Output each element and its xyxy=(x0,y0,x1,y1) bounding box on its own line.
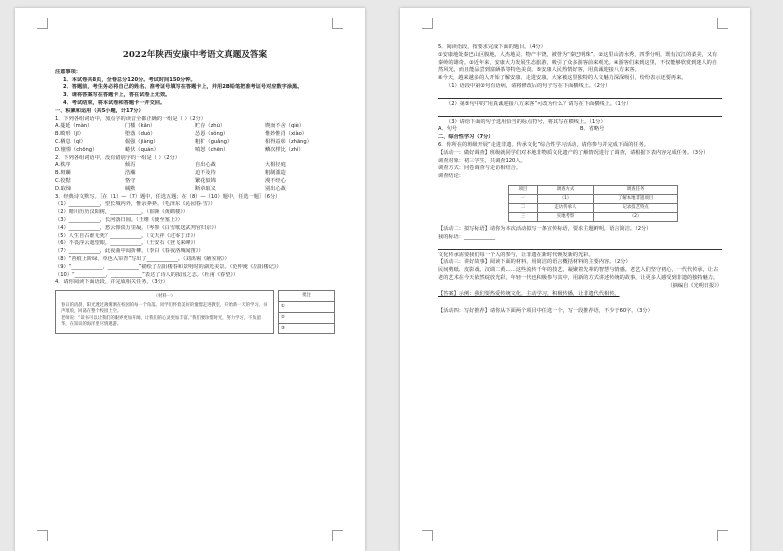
reading-passage-box xyxy=(55,290,335,334)
activity-answer: 【答案】示例：我们要热爱传统文化，主动学习，积极传播，让非遗代代相传。 xyxy=(438,290,620,297)
spacer xyxy=(438,298,722,308)
table-header-cell: 调查任务 xyxy=(594,185,678,194)
crop-mark xyxy=(37,18,48,29)
option: 贮存（zhù） xyxy=(195,123,226,130)
option: D.憧憬（chōng） xyxy=(55,146,98,153)
activity-material: 民间剪纸、皮影戏、汉调二黄……这些流传千年的技艺，凝聚着先辈的智慧与情感。老艺人们坚守初心，一代代传承，让古老的艺术在今天依然绽放光彩。年轻一代也积极参与其中，用新的方式讲述传统的故事，让更多人感受到非遗的独特魅力。 xyxy=(438,267,719,281)
survey-text: 调查对象：初三学生，共调查120人。 xyxy=(438,157,526,164)
notice-1: 1．本试卷共8页，全卷总分120分。考试时间150分钟。 xyxy=(63,76,196,83)
option: 倾泻 xyxy=(125,162,136,169)
survey-table xyxy=(508,185,678,222)
recitation-line: （5）人生自古谁无死？____________。（文天祥《过零丁洋》） xyxy=(55,232,199,239)
option: 粗犷（guǎng） xyxy=(195,138,233,145)
section-heading: 二、综合性学习（7分） xyxy=(438,134,494,141)
crop-mark xyxy=(717,18,728,29)
q1-options xyxy=(55,123,335,154)
q2-options xyxy=(55,162,335,193)
crop-mark xyxy=(37,530,48,541)
table-cell: （2） xyxy=(594,212,678,221)
option: 堕落（duò） xyxy=(125,131,156,138)
notice-3: 3．请将答案写在答题卡上，答在试卷上无效。 xyxy=(63,92,171,99)
crop-mark xyxy=(422,18,433,29)
option: 嗔怒（chēn） xyxy=(195,146,229,153)
question-5: 5．阅读语段，按要求完成下面的题目。（4分） xyxy=(438,44,546,50)
recitation-line: （4）____________，愁云惨淡万里凝。（岑参《白雪歌送武判官归京》） xyxy=(55,224,220,231)
table-cell: 二 xyxy=(509,203,538,212)
annotation-cell: ③ xyxy=(279,323,334,334)
option: A.蔓延（màn） xyxy=(55,123,93,130)
survey-text: 调查方式：问卷调查与走访相结合。 xyxy=(438,165,522,172)
q5-options xyxy=(438,126,722,134)
option: 繁花似锦 xyxy=(195,177,216,184)
survey-text: 调查结论： xyxy=(438,173,464,180)
option: 粗制滥造 xyxy=(265,170,286,177)
notice-4: 4．考试结束，将本试卷和答题卡一并交回。 xyxy=(63,99,166,106)
recitation-line: （1）____________，望长城内外，惟余莽莽。（毛泽东《沁园春·雪》） xyxy=(55,201,216,208)
activity-1: 【活动一：做好调查】班级就同学们对本地非物质文化遗产的了解情况进行了调查，请根据下表内容完成任务。（3分） xyxy=(438,149,709,156)
table-cell: 记录技艺特点 xyxy=(594,203,678,212)
annotation-table xyxy=(278,290,335,334)
document-page-1 xyxy=(15,8,365,551)
document-page-2 xyxy=(400,8,750,551)
option: 自出心裁 xyxy=(195,162,216,169)
table-header-cell: 项目 xyxy=(509,185,538,194)
option: C.栖息（qī） xyxy=(55,138,86,145)
question-2: 2．下列各组词语中，没有错别字的一组是（ ）（2分） xyxy=(55,154,180,161)
option: 大相径庭 xyxy=(265,162,286,169)
q5-subquestion: （2）第⑤句中的“用真诚迎接八方来客”可改为什么？请写在下面横线上。（1分） xyxy=(446,100,632,107)
table-row xyxy=(509,212,678,221)
crop-mark xyxy=(717,530,728,541)
activity-note: 文化传承需要我们每一个人的参与，让非遗在新时代焕发新的光彩。 xyxy=(438,251,594,258)
annotation-cell: ① xyxy=(279,301,334,312)
question-1: 1．下列各组词语中，加点字的读音全都正确的一组是（ ）（2分） xyxy=(55,115,206,122)
activity-4: 【活动四：写好推荐】请你从下面两个项目中任选一个，写一段推荐语，不少于60字。（3分） xyxy=(438,308,653,315)
answer-line xyxy=(438,91,722,99)
option: 别出心裁 xyxy=(265,185,286,192)
table-cell: 实地考察 xyxy=(537,212,593,221)
table-cell: 三 xyxy=(509,212,538,221)
crop-mark xyxy=(422,530,433,541)
q5-paragraph: ①安康地处秦巴山区腹地，人杰地灵、物产丰饶，被誉为“秦巴明珠”。②这里山清水秀，四季分明，既有汉江的柔美，又有秦岭的雄奇。③近年来，安康大力发展生态旅游，吸引了众多游客前来观光。④游客们来到这里，不仅能够欣赏到迷人的自然风光，而且能品尝到富硒茶等特色美食。⑤安康人民热情好客，用真诚迎接八方来客。 xyxy=(438,51,718,74)
recitation-line: （10）“____________，____________”表达了诗人的报国之志。（杜甫《春望》） xyxy=(55,271,239,278)
notice-heading: 注意事项： xyxy=(55,68,81,75)
q5-subquestion: （3）请给下面的句子选用恰当的标点符号，将其写在横线上。（1分） xyxy=(446,118,606,125)
option: 漫不经心 xyxy=(265,177,286,184)
answer-line xyxy=(438,109,722,117)
table-row xyxy=(509,194,678,203)
option: C.狡黠 xyxy=(55,177,71,184)
activity-3: 【活动三：讲好故事】阅读下面的材料，用简洁的语言概括材料的主要内容。（2分） xyxy=(438,259,631,266)
slogan-answer: 我的标语：____________ xyxy=(438,233,496,240)
option: 惟妙惟肖（xiào） xyxy=(265,131,307,138)
option: 门槛（kǎn） xyxy=(125,123,156,130)
option: 蜷伏（quán） xyxy=(125,146,159,153)
recitation-line: （6）不畏浮云遮望眼，____________。（王安石《登飞来峰》） xyxy=(55,240,199,247)
table-cell: 一 xyxy=(509,194,538,203)
passage-paragraph: 老师说：“读书可以让我们的眼界更加开阔，让我们的心灵更加丰富。”我们要珍惜时光，努力学习，不负韶华，在知识的海洋里尽情遨游。 xyxy=(61,315,261,328)
table-cell: 走访传承人 xyxy=(537,203,593,212)
page-title: 2022年陕西安康中考语文真题及答案 xyxy=(122,50,268,60)
question-4: 4．请你阅读下面语段，并完成相关任务。（3分） xyxy=(55,279,168,286)
option: A.秩序 xyxy=(55,162,71,169)
answer-line xyxy=(438,242,722,250)
option: 鳞次栉比（zhì） xyxy=(265,146,304,153)
table-cell: （1） xyxy=(537,194,593,203)
q5-paragraph: ⑥今天，越来越多的人开始了解安康、走进安康。大家被这里独特的人文魅力深深吸引，纷纷表示还要再来。 xyxy=(438,75,687,82)
table-header-cell: 调查方式 xyxy=(537,185,593,194)
table-cell: 了解本地非遗项目 xyxy=(594,194,678,203)
annotation-heading: 批注 xyxy=(302,293,311,299)
section-heading: 一、积累和运用（共5小题，计17分） xyxy=(55,107,144,114)
option: B.畸形（jī） xyxy=(55,131,84,138)
material-source: （摘编自《光明日报》） xyxy=(667,282,722,289)
crop-mark xyxy=(332,530,343,541)
option: 浩瀚 xyxy=(125,170,136,177)
option: 怂恿（sǒng） xyxy=(195,131,229,138)
option: D.取缔 xyxy=(55,185,72,192)
option: 锲而不舍（qiè） xyxy=(265,123,305,130)
option: 相得益彰（zhāng） xyxy=(265,138,312,145)
passage-paragraph: 春日的清晨，阳光透过薄雾洒在校园的每一个角落。同学们怀着美好的憧憬走进教室，开始新一天的学习。书声琅琅，回荡在整个校园上空。 xyxy=(61,302,268,315)
recitation-line: （7）____________，此夜曲中闻折柳。（李白《春夜洛城闻笛》） xyxy=(55,248,204,255)
option: B．省略号 xyxy=(580,126,605,133)
reading-passage xyxy=(55,290,274,334)
option: 迫不及待 xyxy=(195,170,216,177)
passage-heading: （材料一） xyxy=(153,294,176,300)
table-row xyxy=(509,203,678,212)
table-header-row xyxy=(509,185,678,194)
option: 恪守 xyxy=(125,177,136,184)
crop-mark xyxy=(332,18,343,29)
option: 倔强（jiàng） xyxy=(125,138,159,145)
recitation-line: （2）晴川历历汉阳树，____________。（崔颢《黄鹤楼》） xyxy=(55,209,188,216)
recitation-line: （3）____________，长河落日圆。（王维《使至塞上》） xyxy=(55,216,183,223)
activity-2: 【活动二：拟写标语】请你为本次活动拟写一条宣传标语，要求主题鲜明，语言简洁。（2分） xyxy=(438,225,652,232)
notice-2: 2．答题前，考生务必将自己的姓名、准考证号填写在答题卡上，并用2B铅笔把准考证号对应数字涂黑。 xyxy=(63,84,303,91)
option: A．句号 xyxy=(438,126,458,133)
q5-subquestion: （1）语段中第②句有语病，请将修改后的句子写在下面横线上。（2分） xyxy=(446,82,611,89)
recitation-line: （9）“____________，____________”描绘了岳阳楼春和景明时的湖光美景。（范仲淹《岳阳楼记》） xyxy=(55,263,282,270)
annotation-cell: ② xyxy=(279,312,334,323)
question-6: 6．你所在的班级开展“走进非遗，传承文化”综合性学习活动，请你参与并完成下面的任务。 xyxy=(438,141,649,148)
option: B.斑斓 xyxy=(55,170,71,177)
recitation-line: （8）“苔痕上阶绿，草色入帘青”写出了____________。（刘禹锡《陋室铭》） xyxy=(55,255,230,262)
option: 断章取义 xyxy=(195,185,216,192)
question-3: 3．经典诗文默写。［在（1）—（7）题中，任选五题；在（8）—（10）题中，任选一题］（6分） xyxy=(55,193,281,200)
option: 缄默 xyxy=(125,185,136,192)
